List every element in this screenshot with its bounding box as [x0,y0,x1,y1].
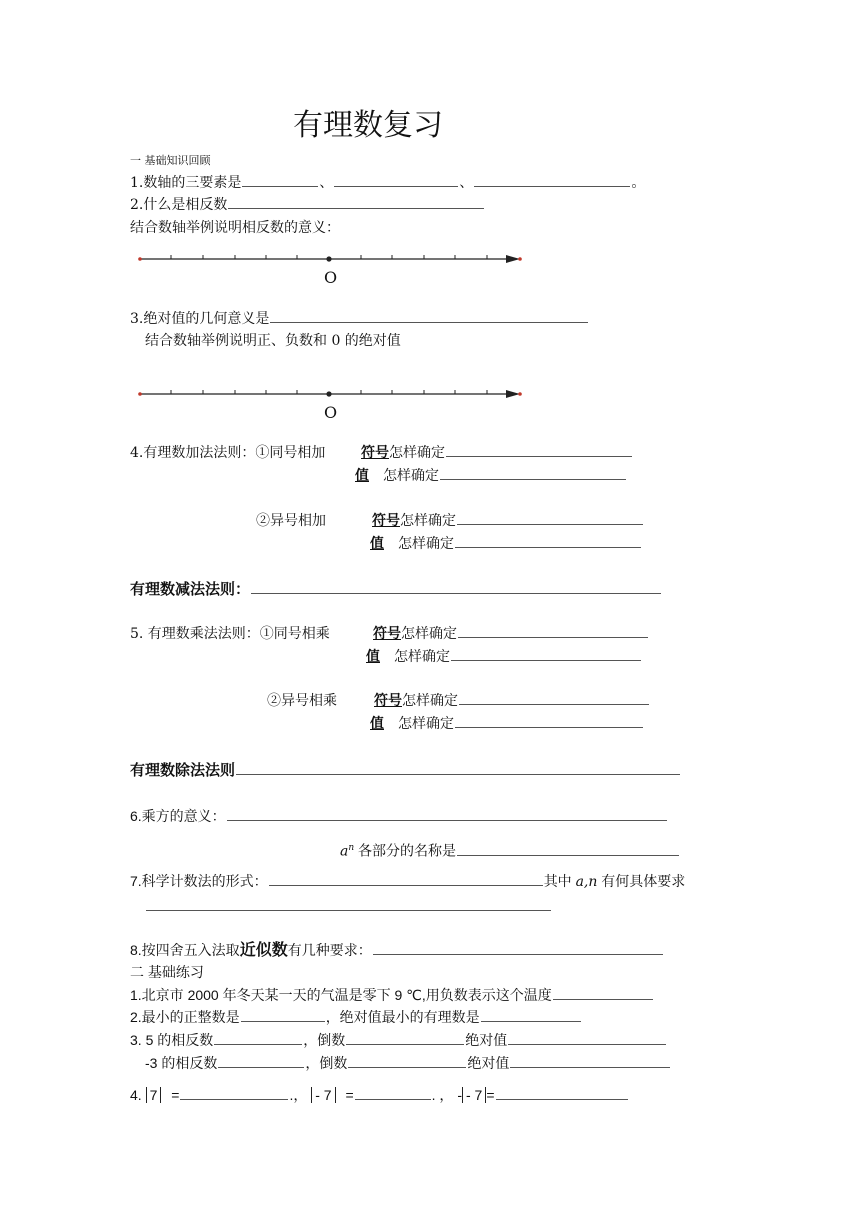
q7-vars: a,n [575,874,598,890]
blank [228,197,484,209]
blank [457,513,643,525]
blank [242,175,318,187]
arrow-icon [506,255,520,263]
q6-power-row [340,838,680,862]
subtraction-rule-label: 有理数减法法则： [130,581,251,598]
blank [455,716,643,728]
abs-value-7: 7 [146,1087,162,1103]
origin-label: O [324,268,338,287]
blank [346,1033,464,1045]
value-label: 值 [355,468,369,484]
abs-value-neg7-negated: - 7 [462,1087,486,1103]
q4-diff-sign-row [368,511,644,531]
how-label: 怎样确定 [389,445,445,461]
power-exponent: n [348,843,355,853]
how-label: 怎样确定 [383,468,439,484]
blank [348,1056,466,1068]
blank [236,763,680,775]
q2-text: 2.什么是相反数 [130,197,228,213]
blank [496,1088,628,1100]
comma: .， [289,1087,308,1103]
q5-diff-sign-row [368,691,650,711]
blank [146,899,551,911]
equals: = [486,1087,495,1103]
blank [459,693,649,705]
blank [241,1010,325,1022]
e3b-c: 绝对值 [467,1055,510,1071]
question-2-note: 结合数轴举例说明相反数的意义： [130,220,340,236]
value-label: 值 [366,649,380,665]
subtraction-rule [130,579,662,600]
exercise-3b [145,1053,671,1073]
value-label: 值 [370,716,384,732]
exercise-4 [130,1085,629,1105]
e2-a: 2.最小的正整数是 [130,1009,240,1025]
e3-a: 3. 5 的相反数 [130,1032,214,1048]
blank [457,844,679,856]
abs-value-neg7: - 7 [311,1087,335,1103]
blank [270,311,588,323]
e4-pre: 4. [130,1087,142,1103]
question-3 [130,309,589,329]
sign-label: 符号 [374,693,402,709]
question-2 [130,195,485,215]
comma: . ， [431,1087,454,1103]
question-8 [130,940,664,961]
blank [218,1056,304,1068]
q7-tail-b: 有何具体要求 [601,873,686,889]
arrow-icon [506,390,520,398]
e3b-a: -3 的相反数 [145,1055,218,1071]
q1-text: 1.数轴的三要素是 [130,175,242,191]
how-label: 怎样确定 [398,716,454,732]
sign-label: 符号 [361,445,389,461]
q4-diff-value-row [370,534,642,554]
negation: - [457,1087,462,1103]
question-6 [130,806,668,826]
blank [474,175,630,187]
exercise-2 [130,1007,582,1027]
blank [355,1088,431,1100]
q7-tail: 其中 [543,873,572,889]
power-base: a [340,843,349,860]
q5-diff-sign: ②异号相乘 [267,693,337,709]
section-heading-basics: 一 基础知识回顾 [130,154,211,167]
q7-continuation [145,897,552,917]
power-parts-text: 各部分的名称是 [358,842,457,859]
q4-diff-sign: ②异号相加 [256,513,326,529]
exercise-1 [130,985,654,1005]
q6-text: 6.乘方的意义： [130,808,226,824]
e3-b: ，倒数 [303,1032,346,1048]
division-rule [130,760,681,781]
how-label: 怎样确定 [402,693,458,709]
blank [481,1010,581,1022]
e3b-b: ，倒数 [305,1055,348,1071]
blank [458,626,648,638]
question-3-note: 结合数轴举例说明正、负数和 0 的绝对值 [145,333,401,349]
q5-same-value-row [366,647,642,667]
exercise-3 [130,1030,667,1050]
how-label: 怎样确定 [394,649,450,665]
period: 。 [631,175,646,191]
q4-same-sign-row [355,443,633,463]
blank [455,536,641,548]
q3-text: 3.绝对值的几何意义是 [130,311,270,327]
e3-c: 绝对值 [465,1032,508,1048]
equals: = [345,1087,354,1103]
section-heading-practice: 二 基础练习 [130,964,204,980]
question-1 [130,173,645,193]
q8-post: 有几种要求： [287,942,372,958]
blank [510,1056,670,1068]
e1-text: 1.北京市 2000 年冬天某一天的气温是零下 9 ℃,用负数表示这个温度 [130,987,552,1003]
separator: 、 [319,175,334,191]
blank [227,809,667,821]
q4-text: 4.有理数加法法则：①同号相加 [130,445,326,461]
how-label: 怎样确定 [401,626,457,642]
blank [440,468,626,480]
blank [334,175,458,187]
equals: = [171,1087,180,1103]
separator: 、 [459,175,474,191]
q8-pre: 8.按四舍五入法取 [130,942,240,958]
page-title: 有理数复习 [293,108,443,143]
value-label: 值 [370,536,384,552]
blank [446,445,632,457]
sign-label: 符号 [373,626,401,642]
blank [180,1088,288,1100]
sign-label: 符号 [372,513,400,529]
question-7 [130,871,685,892]
q8-bold: 近似数 [239,942,288,959]
blank [269,874,543,886]
blank [508,1033,666,1045]
q5-same-sign-row [367,624,649,644]
how-label: 怎样确定 [400,513,456,529]
q4-same-value-row [355,466,627,486]
blank [214,1033,302,1045]
blank [553,988,653,1000]
blank [451,649,641,661]
question-5: 5. 有理数乘法法则：①同号相乘 [130,626,330,642]
e2-b: ，绝对值最小的有理数是 [325,1009,480,1025]
division-rule-label: 有理数除法法则 [130,762,236,779]
how-label: 怎样确定 [398,536,454,552]
q7-text: 7.科学计数法的形式： [130,873,268,889]
blank [373,943,663,955]
blank [251,582,661,594]
question-4 [130,443,325,463]
origin-label: O [324,403,338,422]
q5-diff-value-row [370,714,644,734]
